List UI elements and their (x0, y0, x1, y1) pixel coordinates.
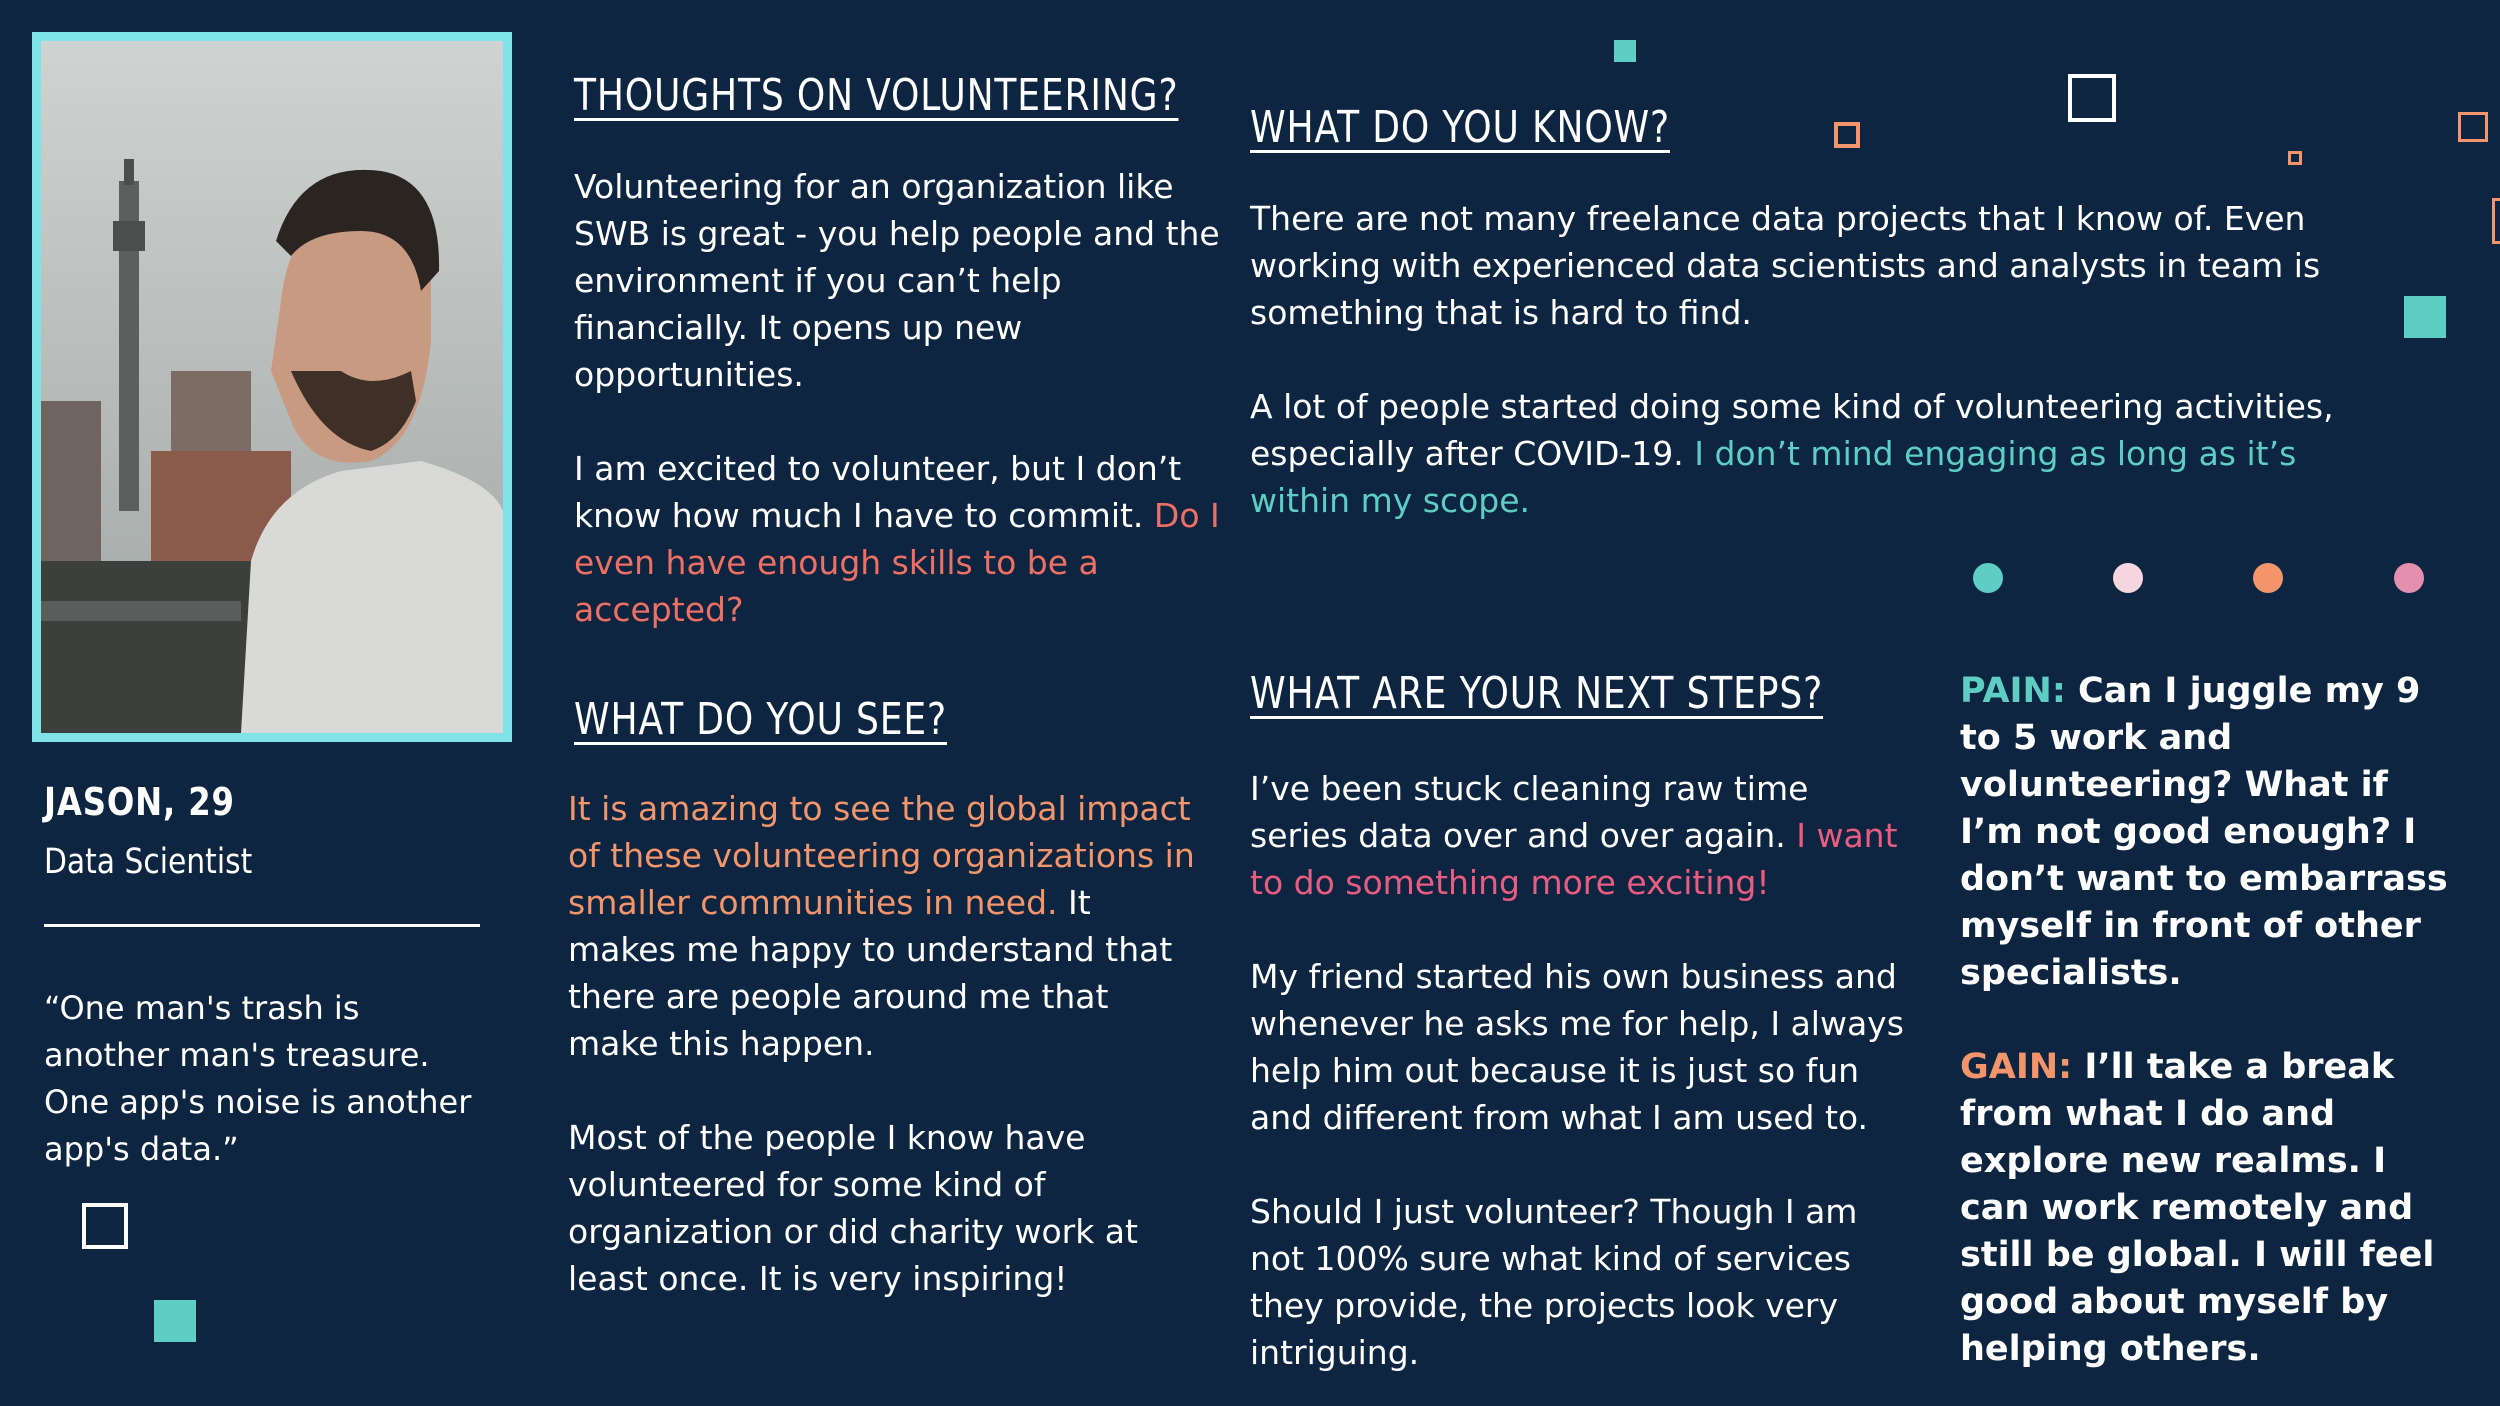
deco-square-teal-small (1614, 40, 1636, 62)
thoughts-text: I am excited to volunteer, but I don’t know how much I have to commit. (574, 449, 1182, 535)
thoughts-highlight: Do I even have enough skills to be a accepted? (574, 496, 1220, 629)
see-paragraph-1 (568, 785, 1208, 1067)
pain-gain-block (1960, 668, 2460, 1406)
gain-label: GAIN: (1960, 1047, 2073, 1087)
know-heading: WHAT DO YOU KNOW? (1250, 102, 1671, 153)
thoughts-body (574, 163, 1224, 633)
deco-square-orange-edge (2458, 112, 2488, 142)
persona-name: JASON, 29 (44, 780, 235, 824)
next-text: I’ve been stuck cleaning raw time series data over and over again. (1250, 769, 1809, 855)
persona-role: Data Scientist (44, 842, 253, 882)
see-highlight: It is amazing to see the global impact of these volunteering organizations in smaller communities in need. (568, 789, 1195, 922)
see-body (568, 785, 1208, 1302)
next-paragraph-3: Should I just volunteer? Though I am not 100% sure what kind of services they provide, the projects look very intriguing. (1250, 1192, 1858, 1372)
next-steps-heading: WHAT ARE YOUR NEXT STEPS? (1250, 668, 1824, 719)
next-paragraph-2: My friend started his own business and whenever he asks me for help, I always help him out because it is just so fun and different from what I am used to. (1250, 957, 1904, 1137)
portrait-image (41, 41, 503, 733)
next-highlight: I want to do something more exciting! (1250, 816, 1898, 902)
dot-light-pink (2113, 563, 2143, 593)
gain-text: I’ll take a break from what I do and explore new realms. I can work remotely and still be global. I will feel good about myself by helping others. (1960, 1047, 2435, 1369)
thoughts-heading: THOUGHTS ON VOLUNTEERING? (574, 70, 1179, 121)
dot-pink (2394, 563, 2424, 593)
deco-square-teal-bottom (154, 1300, 196, 1342)
next-steps-body (1250, 765, 1910, 1376)
pain-text: Can I juggle my 9 to 5 work and volunteering? What if I’m not good enough? I don’t want to embarrass myself in front of other specialists. (1960, 671, 2448, 993)
thoughts-paragraph-2 (574, 445, 1224, 633)
divider (44, 924, 480, 927)
know-highlight: I don’t mind engaging as long as it’s within my scope. (1250, 434, 2297, 520)
know-body (1250, 195, 2350, 524)
see-heading: WHAT DO YOU SEE? (574, 694, 947, 745)
deco-square-white-bottom (82, 1203, 128, 1249)
see-paragraph-2: Most of the people I know have volunteered for some kind of organization or did charity work at least once. It is very inspiring! (568, 1118, 1138, 1298)
deco-square-orange-cut (2492, 198, 2500, 244)
pain-section (1960, 668, 2460, 997)
deco-square-orange-outline (1834, 122, 1860, 148)
next-paragraph-1 (1250, 765, 1910, 906)
deco-square-orange-tiny (2288, 151, 2302, 165)
see-text: It makes me happy to understand that there are people around me that make this happen. (568, 883, 1173, 1063)
pain-label: PAIN: (1960, 671, 2066, 711)
know-paragraph-2 (1250, 383, 2350, 524)
persona-quote: “One man's trash is another man's treasure. One app's noise is another app's data.” (44, 989, 472, 1168)
thoughts-paragraph-1: Volunteering for an organization like SWB is great - you help people and the environment if you can’t help financially. It opens up new opportunities. (574, 167, 1220, 394)
know-paragraph-1: There are not many freelance data projects that I know of. Even working with experienced data scientists and analysts in team is something that is hard to find. (1250, 199, 2321, 332)
deco-square-teal-right (2404, 296, 2446, 338)
deco-square-white-outline (2068, 74, 2116, 122)
gain-section (1960, 1044, 2460, 1373)
dot-teal (1973, 563, 2003, 593)
know-text: A lot of people started doing some kind of volunteering activities, especially after COVID-19. (1250, 387, 2334, 473)
profile-photo (32, 32, 512, 742)
dot-orange (2253, 563, 2283, 593)
